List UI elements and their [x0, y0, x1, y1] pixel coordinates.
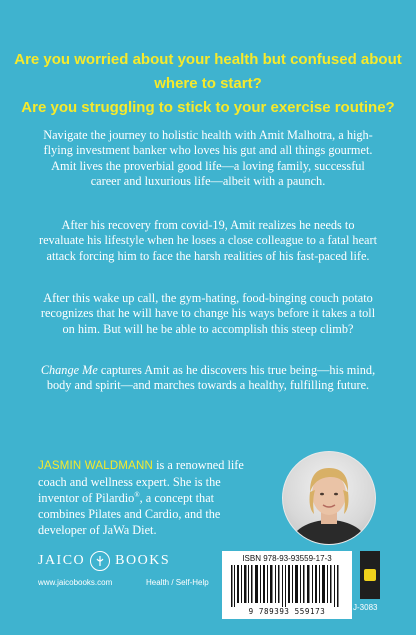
author-bio-text-b: , a concept that combines Pilates and Cardio, and the developer of JaWa Diet. [38, 491, 221, 537]
blurb-paragraph-4-text: captures Amit as he discovers his true being—his mind, body and spirit—and marches towards a healthy, fulfilling future. [46, 363, 376, 393]
barcode-digits: 9 789393 559173 [248, 607, 326, 616]
author-portrait-icon [283, 452, 375, 544]
blurb-paragraph-3: After this wake up call, the gym-hating, food-binging couch potato recognizes that he will have to change his ways before it takes a toll on him. But will he be able to accomplish this steep climb? [40, 291, 376, 336]
registered-mark: ® [134, 490, 140, 499]
headline-health: Are you worried about your health but confused about where to start? [14, 51, 402, 92]
isbn-label: ISBN 978-93-93559-17-3 [242, 554, 332, 563]
publisher-emblem-icon [90, 551, 110, 571]
product-code: J-3083 [353, 603, 378, 612]
author-bio [38, 457, 264, 538]
publisher-logo [38, 549, 208, 573]
author-photo [282, 451, 376, 545]
author-bio-text-a: is a renowned life coach and wellness expert. She is the inventor of Pilardio [38, 458, 244, 505]
blurb-paragraph-4 [38, 363, 378, 394]
headline-exercise: Are you struggling to stick to your exercise routine? [21, 99, 395, 116]
author-name: JASMIN WALDMANN [38, 460, 154, 472]
publisher-badge-icon [360, 551, 380, 599]
barcode-bars-icon [231, 565, 343, 607]
blurb-paragraph-1: Navigate the journey to holistic health with Amit Malhotra, a high-flying investment banker who loves his gut and all things gourmet. Amit lives the proverbial good life—a loving family, successful career and luxurious life—albeit with a paunch. [43, 128, 373, 189]
blurb-paragraph-2: After his recovery from covid-19, Amit realizes he needs to revaluate his lifestyle when he loses a close colleague to a fatal heart attack forcing him to face the harsh realities of his fast-paced life. [38, 218, 378, 263]
genre-label: Health / Self-Help [146, 578, 209, 587]
publisher-name-left: JAICO [38, 553, 86, 568]
publisher-website[interactable]: www.jaicobooks.com [38, 578, 113, 587]
publisher-name-right: BOOKS [115, 553, 171, 568]
book-title: Change Me [40, 363, 98, 377]
barcode [222, 551, 352, 619]
